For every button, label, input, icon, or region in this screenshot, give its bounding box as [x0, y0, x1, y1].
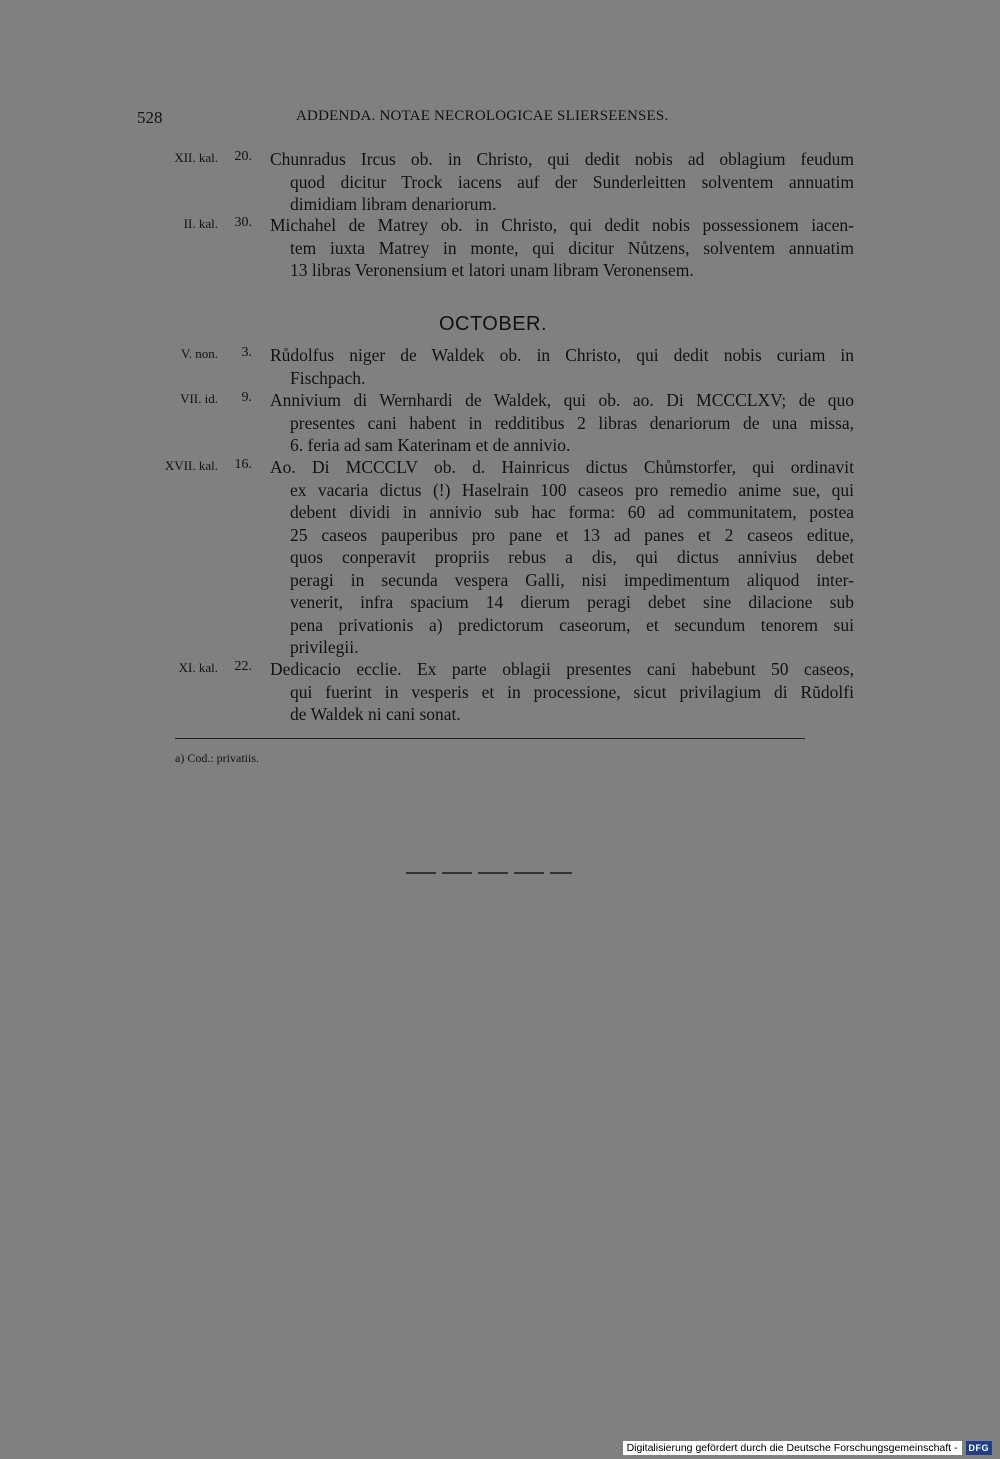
text-line: Annivium di Wernhardi de Waldek, qui ob. ao. Di MCCCLXV; de quo: [270, 390, 854, 410]
text-line: de Waldek ni cani sonat.: [290, 704, 461, 724]
page-number: 528: [137, 108, 163, 127]
text-line: privilegii.: [290, 637, 359, 657]
text-line: dimidiam libram denariorum.: [290, 194, 497, 214]
day-number: 9.: [241, 390, 252, 405]
entry-text: [270, 214, 854, 282]
digitization-credit: [623, 1441, 992, 1455]
text-line: quos conperavit propriis rebus a dis, qui dictus annivius debet: [290, 547, 854, 567]
text-line: Dedicacio ecclie. Ex parte oblagii presentes cani habebunt 50 caseos,: [270, 659, 854, 679]
text-line: 25 caseos pauperibus pro pane et 13 ad panes et 2 caseos editue,: [290, 524, 854, 545]
entry-text: [270, 456, 854, 659]
kalends-label: XI. kal.: [178, 660, 218, 675]
day-number: 3.: [241, 345, 252, 360]
day-number: 30.: [234, 215, 252, 230]
day-number: 22.: [234, 659, 252, 674]
text-line: 6. feria ad sam Katerinam et de annivio.: [290, 435, 571, 455]
kalends-label: XII. kal.: [174, 150, 218, 165]
kalends-label: VII. id.: [180, 391, 218, 406]
dfg-logo-icon: DFG: [966, 1441, 993, 1455]
text-line: Fischpach.: [290, 367, 366, 388]
month-heading: [0, 313, 1000, 336]
text-line: quod dicitur Trock iacens auf der Sunderleitten solventem annuatim: [290, 171, 854, 192]
text-line: venerit, infra spacium 14 dierum peragi debet sine dilacione sub: [290, 592, 854, 612]
text-line: tem iuxta Matrey in monte, qui dicitur Nůtzens, solventem annuatim: [290, 237, 854, 258]
month-heading-text: OCTOBER.: [438, 313, 548, 335]
text-line: pena privationis a) predictorum caseorum, et secundum tenorem sui: [290, 614, 854, 635]
text-line: Růdolfus niger de Waldek ob. in Christo, qui dedit nobis curiam in: [270, 345, 854, 365]
entry-text: [270, 344, 854, 389]
entry-text: [270, 148, 854, 216]
credit-text: Digitalisierung gefördert durch die Deutsche Forschungsgemeinschaft -: [623, 1441, 962, 1455]
text-line: Michahel de Matrey ob. in Christo, qui dedit nobis possessionem iacen-: [270, 215, 854, 235]
kalends-label: XVII. kal.: [164, 458, 218, 473]
footnote: a) Cod.: privatiis.: [175, 751, 259, 765]
running-head: ADDENDA. NOTAE NECROLOGICAE SLIERSEENSES.: [296, 108, 669, 124]
text-line: 13 libras Veronensium et latori unam libram Veronensem.: [290, 260, 694, 280]
kalends-label: II. kal.: [183, 216, 218, 231]
text-line: ex vacaria dictus (!) Haselrain 100 caseos pro remedio anime sue, qui: [290, 479, 854, 500]
text-line: Chunradus Ircus ob. in Christo, qui dedit nobis ad oblagium feudum: [270, 149, 854, 169]
text-line: presentes cani habent in redditibus 2 libras denariorum de una missa,: [290, 412, 854, 433]
footnote-rule: [175, 738, 805, 739]
text-line: debent dividi in annivio sub hac forma: 60 ad communitatem, postea: [290, 502, 854, 522]
day-number: 20.: [234, 149, 252, 164]
day-number: 16.: [234, 457, 252, 472]
kalends-label: V. non.: [181, 346, 218, 361]
entry-text: [270, 658, 854, 726]
text-line: qui fuerint in vesperis et in processione, sicut privilagium di Rŭdolfi: [290, 681, 854, 702]
entry-text: [270, 389, 854, 457]
text-line: Ao. Di MCCCLV ob. d. Hainricus dictus Chůmstorfer, qui ordinavit: [270, 457, 854, 477]
end-ornament: [406, 872, 572, 874]
text-line: peragi in secunda vespera Galli, nisi impedimentum aliquod inter-: [290, 569, 854, 590]
